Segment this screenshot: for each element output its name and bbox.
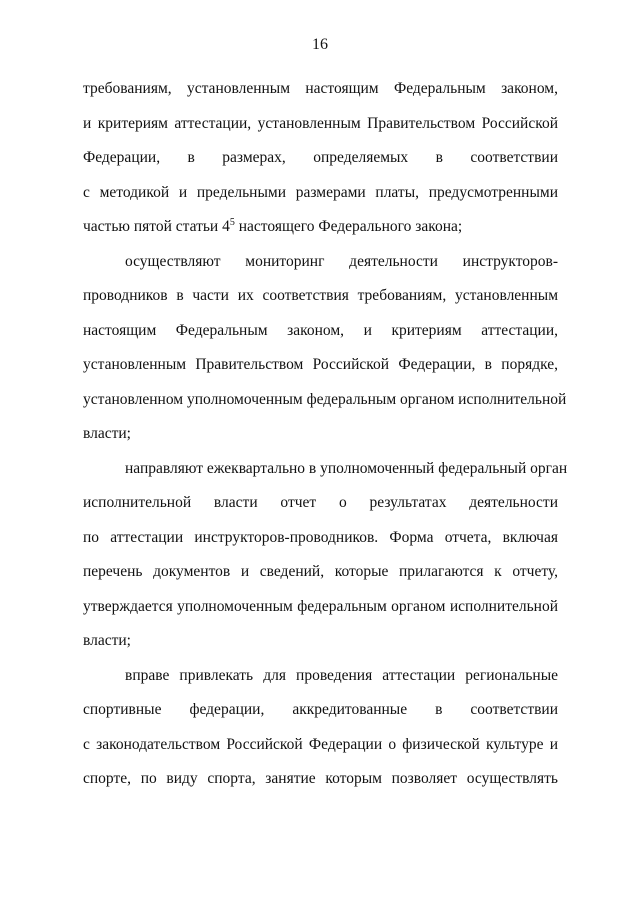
document-body <box>83 72 568 797</box>
text-line: по аттестации инструкторов-проводников. Форма отчета, включая <box>83 528 558 546</box>
text-line <box>83 210 558 245</box>
text-line: исполнительной власти отчет о результатах деятельности <box>83 494 558 511</box>
paragraph <box>83 452 568 659</box>
text-line: направляют ежеквартально в уполномоченный федеральный орган <box>125 459 568 477</box>
paragraph <box>83 245 567 452</box>
text-line: осуществляют мониторинг деятельности инструкторов- <box>125 252 558 270</box>
text-line: требованиям, установленным настоящим Федеральным законом, <box>83 80 558 97</box>
text-line: с методикой и предельными размерами платы, предусмотренными <box>83 183 558 201</box>
text-line: власти; <box>83 425 131 442</box>
text-line: установленным Правительством Российской Федерации, в порядке, <box>83 356 558 373</box>
text-line: с законодательством Российской Федерации о физической культуре и <box>83 735 558 753</box>
page-number: 16 <box>312 36 328 53</box>
text-line: и критериям аттестации, установленным Правительством Российской <box>83 114 558 132</box>
text-line: настоящим Федеральным законом, и критериям аттестации, <box>83 321 558 339</box>
text-line: спорте, по виду спорта, занятие которым позволяет осуществлять <box>83 770 558 787</box>
text-fragment: частью пятой статьи 4 <box>83 218 230 235</box>
text-line: установленном уполномоченным федеральным органом исполнительной <box>83 390 567 408</box>
paragraph <box>83 72 558 245</box>
text-line: спортивные федерации, аккредитованные в соответствии <box>83 701 558 718</box>
text-line: Федерации, в размерах, определяемых в соответствии <box>83 149 558 166</box>
paragraph <box>83 659 558 797</box>
text-line: вправе привлекать для проведения аттестации региональные <box>125 666 558 684</box>
text-line: утверждается уполномоченным федеральным органом исполнительной <box>83 597 558 615</box>
text-fragment: настоящего Федерального закона; <box>234 218 463 235</box>
text-line: власти; <box>83 632 131 649</box>
superscript: 5 <box>229 216 235 228</box>
text-line: проводников в части их соответствия требованиям, установленным <box>83 287 558 304</box>
text-line: перечень документов и сведений, которые прилагаются к отчету, <box>83 563 558 580</box>
